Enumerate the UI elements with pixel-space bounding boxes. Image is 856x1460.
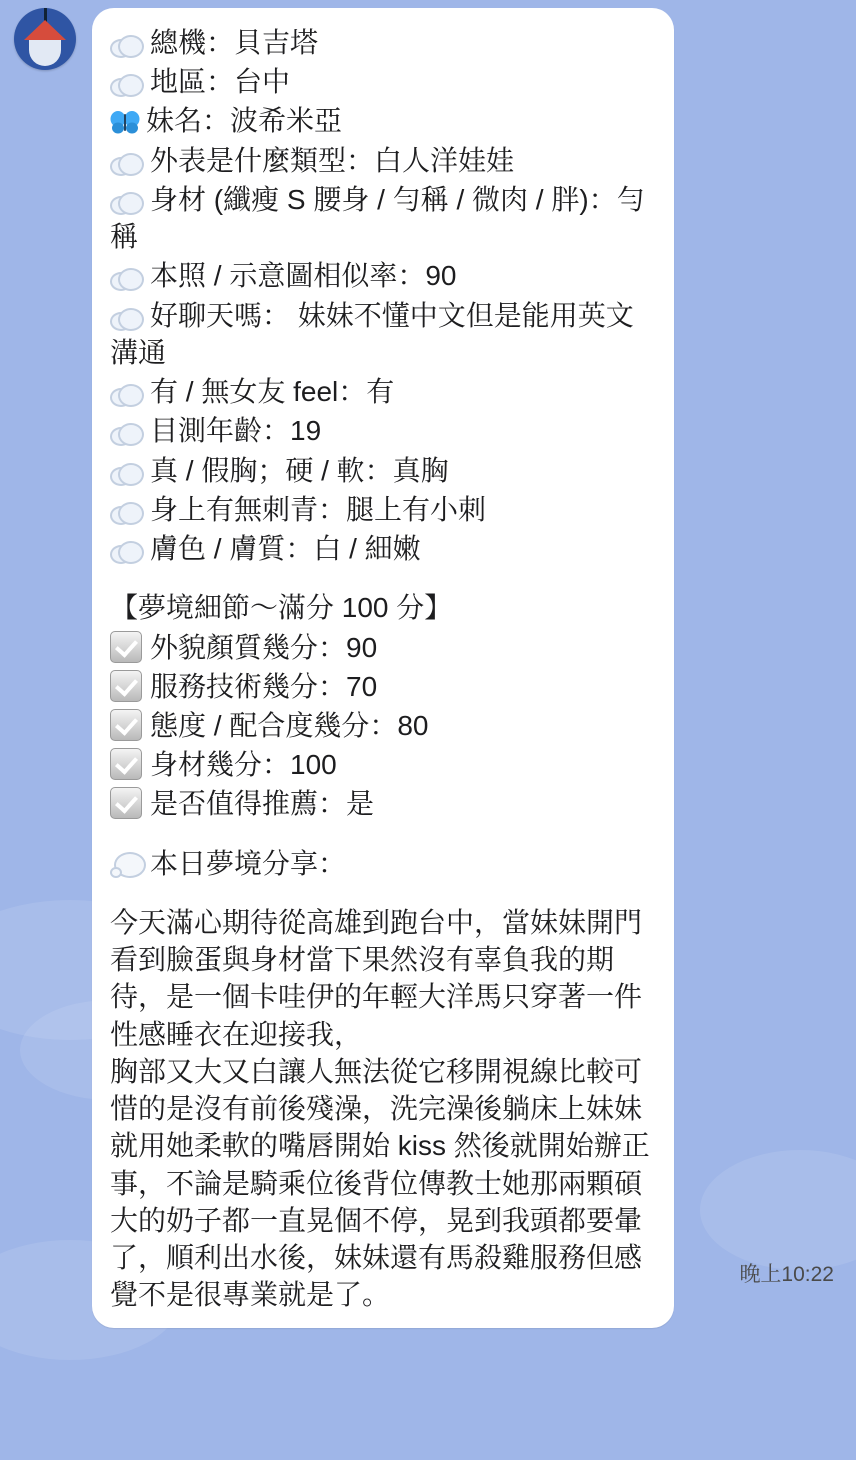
cloud-icon (110, 541, 144, 561)
list-item (110, 142, 656, 179)
list-item-label: 真 / 假胸；硬 / 軟：真胸 (150, 454, 449, 486)
section-spacer (110, 569, 656, 589)
list-item-label: 身材 (纖瘦 S 腰身 / 勻稱 / 微肉 / 胖)：勻稱 (110, 183, 645, 253)
list-item-label: 本照 / 示意圖相似率：90 (150, 260, 457, 292)
list-item-label: 外表是什麼類型：白人洋娃娃 (150, 144, 515, 176)
body-paragraph: 胸部又大又白讓人無法從它移開視線比較可惜的是沒有前後殘澡，洗完澡後躺床上妹妹就用她柔軟的嘴唇開始 kiss 然後就開始辦正事，不論是騎乘位後背位傳教士她那兩顆碩大的奶子都一直晃個不停，晃到我頭都要暈了，順利出水後，妹妹還有馬殺雞服務但感覺不是很專業就是了。 (110, 1055, 650, 1311)
cloud-icon (110, 192, 144, 212)
score-section (110, 589, 656, 822)
list-item-label: 身材幾分：100 (150, 749, 337, 781)
list-item-label: 有 / 無女友 feel：有 (150, 376, 395, 408)
list-item (110, 297, 656, 371)
list-item (110, 412, 656, 449)
list-item-label: 身上有無刺青：腿上有小刺 (150, 493, 487, 525)
list-item-label: 態度 / 配合度幾分：80 (150, 709, 429, 741)
section-spacer (110, 825, 656, 845)
check-mark-icon (110, 787, 142, 819)
cloud-icon (110, 308, 144, 328)
message-bubble[interactable] (92, 8, 674, 1328)
lamp-shade-icon (24, 20, 66, 40)
cloud-icon (110, 463, 144, 483)
info-section (110, 24, 656, 567)
cloud-icon (110, 74, 144, 94)
list-item (110, 491, 656, 528)
list-item-label: 地區：台中 (150, 66, 291, 98)
check-mark-icon (110, 748, 142, 780)
list-item-label: 膚色 / 膚質：白 / 細嫩 (150, 533, 421, 565)
share-title-label: 本日夢境分享： (150, 847, 347, 879)
butterfly-icon (110, 106, 140, 130)
list-item (110, 668, 656, 705)
list-item (110, 102, 656, 139)
cloud-icon (110, 35, 144, 55)
avatar[interactable] (14, 8, 76, 70)
list-item (110, 746, 656, 783)
body-paragraph: 今天滿心期待從高雄到跑台中，當妹妹開門看到臉蛋與身材當下果然沒有辜負我的期待，是一個卡哇伊的年輕大洋馬只穿著一件性感睡衣在迎接我， (110, 906, 643, 1050)
list-item-label: 服務技術幾分：70 (150, 670, 378, 702)
list-item (110, 785, 656, 822)
list-item-label: 妹名：波希米亞 (146, 105, 343, 137)
list-item (110, 452, 656, 489)
message-timestamp: 晚上10:22 (739, 1262, 834, 1286)
thought-balloon-icon (110, 852, 144, 878)
cloud-icon (110, 423, 144, 443)
list-item-label: 好聊天嗎： 妹妹不懂中文但是能用英文溝通 (110, 299, 634, 368)
score-header: 【夢境細節～滿分 100 分】 (110, 592, 453, 624)
check-mark-icon (110, 709, 142, 741)
cloud-icon (110, 268, 144, 288)
list-item (110, 707, 656, 744)
check-mark-icon (110, 631, 142, 663)
check-mark-icon (110, 670, 142, 702)
cloud-icon (110, 384, 144, 404)
list-item (110, 257, 656, 294)
section-spacer (110, 884, 656, 904)
lamp-glow-icon (29, 40, 61, 66)
list-item (110, 373, 656, 410)
list-item (110, 530, 656, 567)
list-item (110, 24, 656, 61)
list-item-label: 目測年齡：19 (150, 415, 322, 447)
share-title (110, 845, 656, 882)
list-item-label: 外貌顏質幾分：90 (150, 631, 378, 663)
list-item-label: 總機：貝吉塔 (150, 27, 319, 58)
list-item (110, 629, 656, 666)
list-item (110, 181, 656, 255)
list-item (110, 63, 656, 100)
list-item-label: 是否值得推薦：是 (150, 788, 375, 820)
cloud-icon (110, 153, 144, 173)
cloud-icon (110, 502, 144, 522)
